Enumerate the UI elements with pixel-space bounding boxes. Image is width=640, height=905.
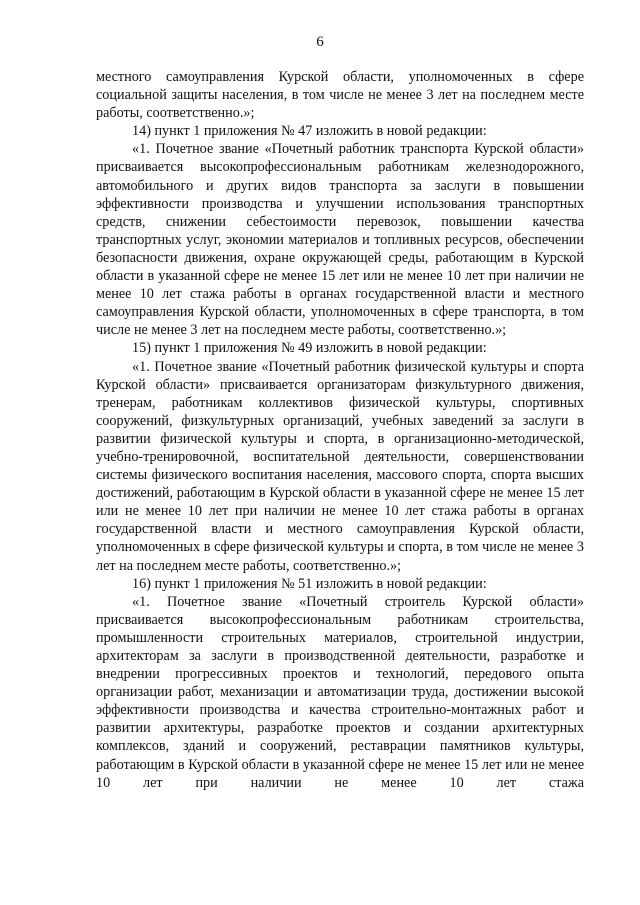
paragraph-continuation: местного самоуправления Курской области, уполномоченных в сфере социальной защиты населения, в том числе не менее 3 лет на последнем месте работы, соответственно.»; (96, 69, 584, 122)
paragraph-item-15: 15) пункт 1 приложения № 49 изложить в новой редакции: (132, 340, 487, 357)
paragraph-transport-title: «1. Почетное звание «Почетный работник транспорта Курской области» присваивается высокопрофессиональным работникам железнодорожного, автомобильного и других видов транспорта за заслуги в повышении эффективности производства и улучшении использования транспортных средств, снижении себестоимости перевозок, повышении качества транспортных услуг, экономии материалов и топливных ресурсов, обеспечении безопасности движения, охране окружающей среды, работающим в Курской области в указанной сфере не менее 15 лет или не менее 10 лет при наличии не менее 10 лет стажа работы в органах государственной власти и местного самоуправления Курской области, уполномоченных в сфере транспорта, в том числе не менее 3 лет на последнем месте работы, соответственно.»; (96, 141, 584, 339)
paragraph-item-16: 16) пункт 1 приложения № 51 изложить в новой редакции: (132, 575, 487, 592)
paragraph-builder-title: «1. Почетное звание «Почетный строитель Курской области» присваивается высокопрофессиональным работникам строительства, промышленности строительных материалов, строительной индустрии, архитекторам за заслуги в производственной деятельности, разработке и внедрении прогрессивных проектов и технологий, передового опыта организации работ, механизации и автоматизации труда, достижении высокой эффективности производства и качества строительно-монтажных работ и развитии архитектуры, разработке проектов и создании архитектурных комплексов, зданий и сооружений, реставрации памятников культуры, работающим в Курской области в указанной сфере не менее 15 лет или не менее 10 лет при наличии не менее 10 лет стажа (96, 593, 584, 791)
paragraph-sport-title: «1. Почетное звание «Почетный работник физической культуры и спорта Курской области» присваивается организаторам физкультурного движения, тренерам, работникам коллективов физической культуры, спортивных сооружений, физкультурных организаций, учебных заведений за заслуги в развитии физической культуры и спорта, в организационно-методической, учебно-тренировочной, воспитательной деятельности, совершенствовании системы физического воспитания населения, массового спорта, спорта высших достижений, работающим в Курской области в указанной сфере не менее 15 лет или не менее 10 лет при наличии не менее 10 лет стажа работы в органах государственной власти и местного самоуправления Курской области, уполномоченных в сфере физической культуры и спорта, в том числе не менее 3 лет на последнем месте работы, соответственно.»; (96, 358, 584, 574)
page-number: 6 (316, 34, 324, 50)
paragraph-item-14: 14) пункт 1 приложения № 47 изложить в новой редакции: (132, 123, 487, 140)
document-body (96, 68, 584, 792)
